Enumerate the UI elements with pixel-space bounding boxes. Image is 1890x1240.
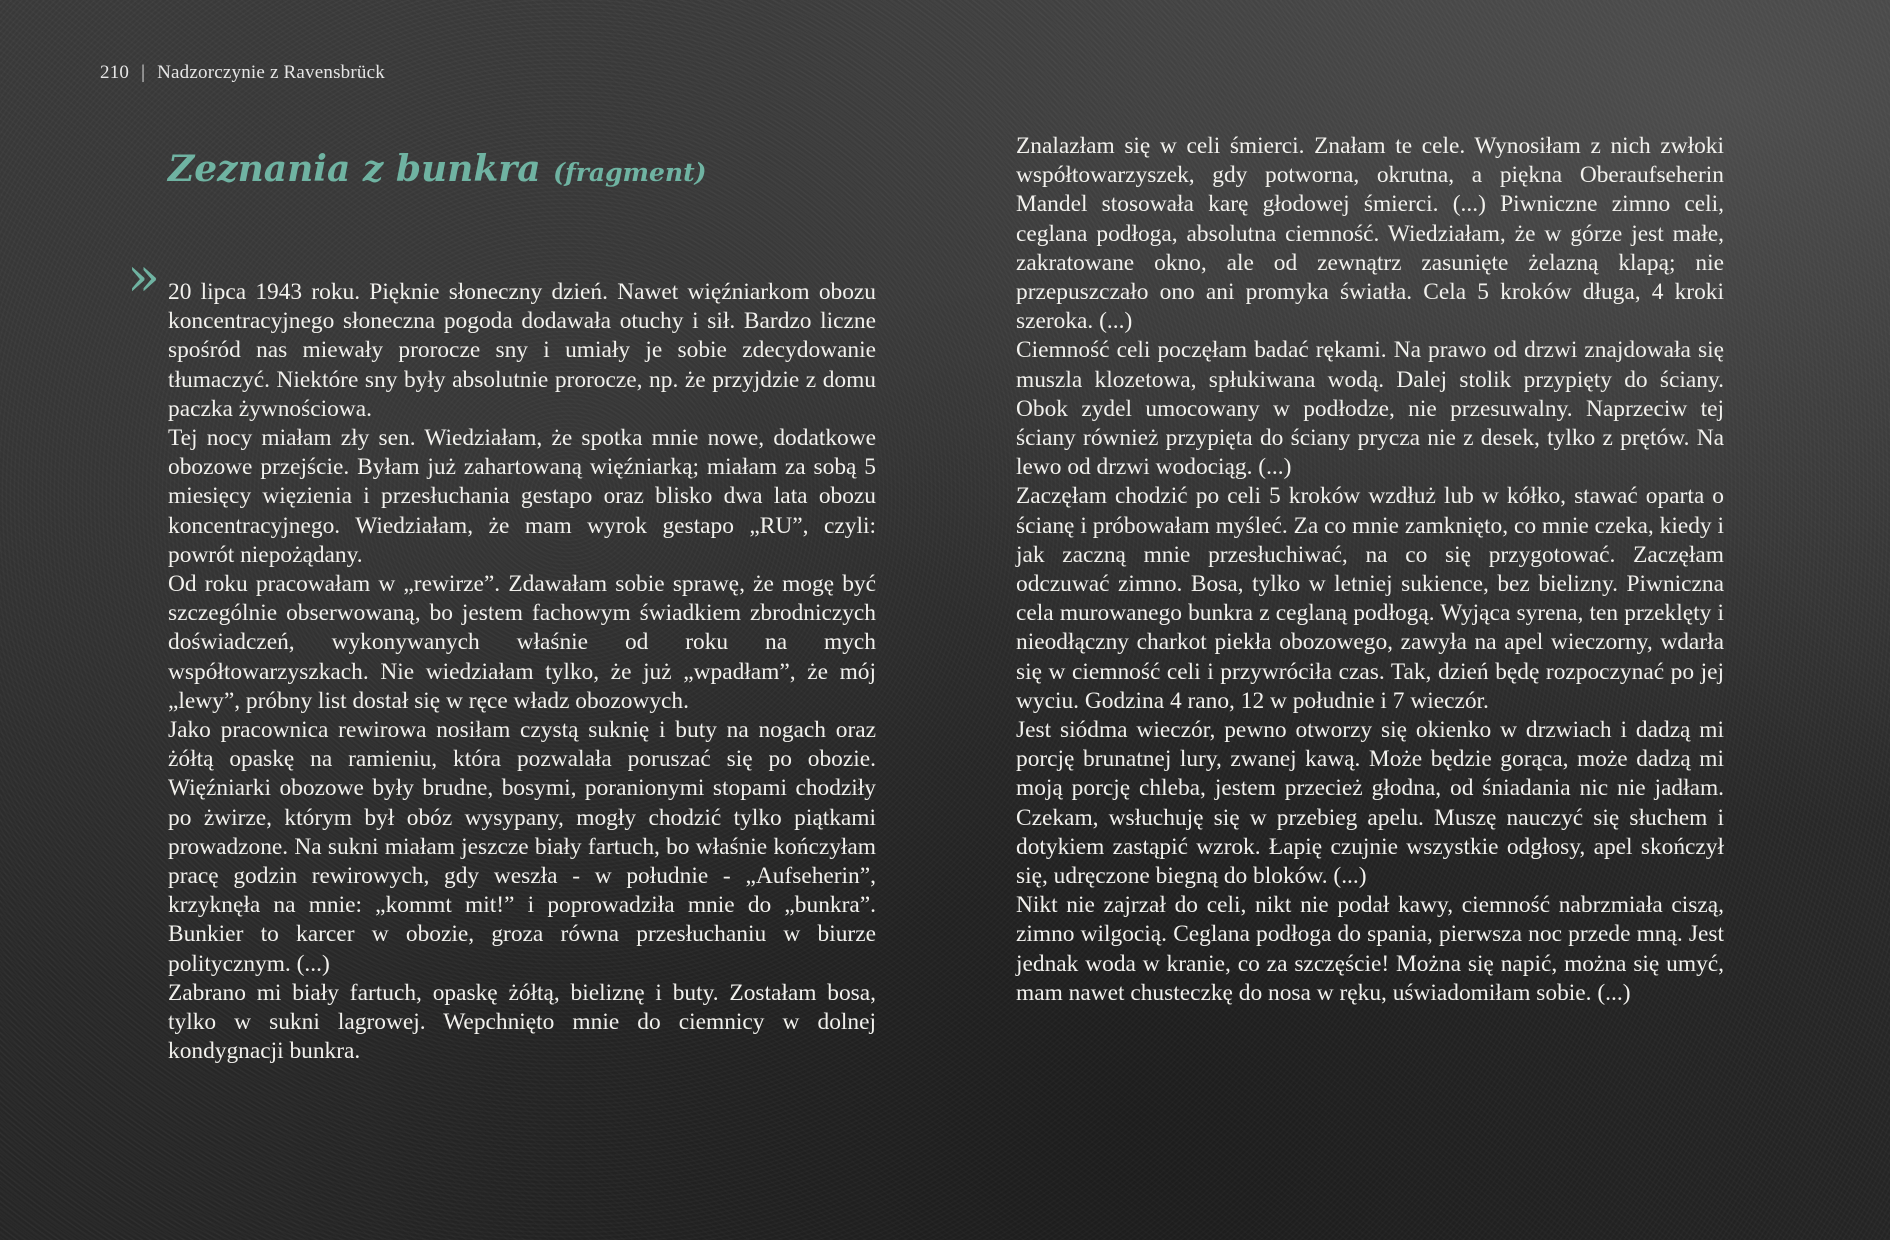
quote-mark-icon: » (127, 245, 161, 308)
paragraph: Ciemność celi poczęłam badać rękami. Na prawo od drzwi znajdowała się muszla klozetowa, spłukiwana wodą. Dalej stolik przypięty do ściany. Obok zydel umocowany w podłodze, nie przesuwalny. Naprzeciw tej ściany również przypięta do ściany prycza nie z desek, tylko z prętów. Na lewo od drzwi wodociąg. (...) (1016, 337, 1724, 481)
right-column (1016, 132, 1724, 1008)
paragraph: Od roku pracowałam w „rewirze”. Zdawałam sobie sprawę, że mogę być szczególnie obserwowaną, bo jestem fachowym świadkiem zbrodniczych doświadczeń, wykonywanych właśnie od roku na mych współtowarzyszkach. Nie wiedziałam tylko, że już „wpadłam”, że mój „lewy”, próbny list dostał się w ręce władz obozowych. (168, 571, 876, 714)
running-header (100, 62, 385, 84)
paragraph: Zabrano mi biały fartuch, opaskę żółtą, bieliznę i buty. Zostałam bosa, tylko w sukni lagrowej. Wepchnięto mnie do ciemnicy w dolnej kondygnacji bunkra. (168, 979, 876, 1065)
book-title: Nadzorczynie z Ravensbrück (157, 62, 385, 83)
paragraph: Nikt nie zajrzał do celi, nikt nie podał kawy, ciemność nabrzmiała ciszą, zimno wilgocią. Ceglana podłoga do spania, pierwsza noc przede mną. Jest jednak woda w kranie, co za szczęście! Można się napić, można się umyć, mam nawet chusteczkę do nosa w ręku, uświadomiłam sobie. (...) (1016, 892, 1724, 1006)
paragraph: Jako pracownica rewirowa nosiłam czystą suknię i buty na nogach oraz żółtą opaskę na ramieniu, która pozwalała poruszać się po obozie. Więźniarki obozowe były brudne, bosymi, poranionymi stopami chodziły po żwirze, którym był obóz wysypany, mogły chodzić tylko piątkami prowadzone. Na sukni miałam jeszcze biały fartuch, bo właśnie kończyłam pracę godzin rewirowych, gdy weszła - w południe - „Aufseherin”, krzyknęła na mnie: „kommt mit!” i poprowadziła mnie do „bunkra”. Bunkier to karcer w obozie, groza równa przesłuchaniu w biurze politycznym. (...) (168, 717, 876, 977)
paragraph: Zaczęłam chodzić po celi 5 kroków wzdłuż lub w kółko, stawać oparta o ścianę i próbowałam myśleć. Za co mnie zamknięto, co mnie czeka, kiedy i jak zaczną mnie przesłuchiwać, na co się przygotować. Zaczęłam odczuwać zimno. Bosa, tylko w letniej sukience, bez bielizny. Piwniczna cela murowanego bunkra z ceglaną podłogą. Wyjąca syrena, ten przeklęty i nieodłączny charkot piekła obozowego, zawyła na apel wieczorny, wdarła się w ciemność celi i przywróciła czas. Tak, dzień będę rozpoczynać po jej wyciu. Godzina 4 rano, 12 w południe i 7 wieczór. (1016, 483, 1724, 714)
header-separator: | (141, 62, 146, 83)
paragraph: Tej nocy miałam zły sen. Wiedziałam, że spotka mnie nowe, dodatkowe obozowe przejście. Byłam już zahartowaną więźniarką; miałam za sobą 5 miesięcy więzienia i przesłuchania gestapo oraz blisko dwa lata obozu koncentracyjnego. Wiedziałam, że mam wyrok gestapo „RU”, czyli: powrót niepożądany. (168, 425, 876, 568)
article-title (168, 148, 706, 190)
article-title-subtitle: (fragment) (553, 158, 707, 187)
page-number: 210 (100, 62, 130, 83)
article-title-main: Zeznania z bunkra (168, 148, 541, 190)
left-column (168, 278, 876, 1066)
paragraph: Znalazłam się w celi śmierci. Znałam te cele. Wynosiłam z nich zwłoki współtowarzyszek, gdy potworna, okrutna, a piękna Oberaufseherin Mandel stosowała karę głodowej śmierci. (...) Piwniczne zimno celi, ceglana podłoga, absolutna ciemność. Wiedziałam, że w górze jest małe, zakratowane okno, ale od zewnątrz zasunięte żelazną klapą; nie przepuszczało ono ani promyka światła. Cela 5 kroków długa, 4 kroki szeroka. (...) (1016, 133, 1724, 335)
paragraph: 20 lipca 1943 roku. Pięknie słoneczny dzień. Nawet więźniarkom obozu koncentracyjnego słoneczna pogoda dodawała otuchy i sił. Bardzo liczne spośród nas miewały prorocze sny i umiały je sobie zdecydowanie tłumaczyć. Niektóre sny były absolutnie prorocze, np. że przyjdzie z domu paczka żywnościowa. (168, 279, 876, 422)
paragraph: Jest siódma wieczór, pewno otworzy się okienko w drzwiach i dadzą mi porcję brunatnej lury, zwanej kawą. Może będzie gorąca, może dadzą mi moją porcję chleba, jestem przecież głodna, od śniadania nic nie jadłam. Czekam, wsłuchuję się w przebieg apelu. Muszę nauczyć się słuchem i dotykiem zastąpić wzrok. Łapię czujnie wszystkie odgłosy, apel skończył się, udręczone biegną do bloków. (...) (1016, 717, 1724, 890)
